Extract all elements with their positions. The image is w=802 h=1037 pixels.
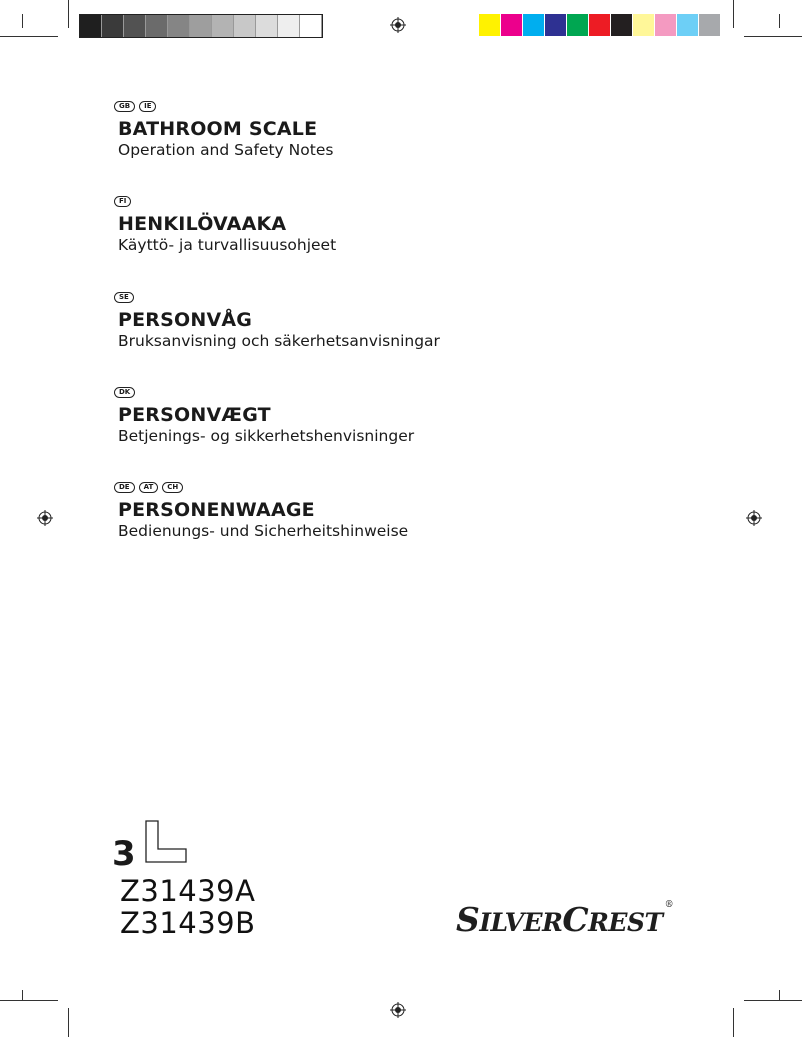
- section-de: [118, 482, 408, 540]
- section-subtitle: Betjenings- og sikkerhetshenvisninger: [118, 427, 415, 445]
- crop-mark: [733, 1008, 734, 1037]
- color-swatch: [523, 14, 545, 36]
- color-swatch: [124, 15, 146, 37]
- language-badges: [114, 482, 408, 493]
- color-swatch: [589, 14, 611, 36]
- crop-mark: [733, 0, 734, 28]
- color-swatch: [212, 15, 234, 37]
- model-number: Z31439A: [120, 874, 256, 908]
- grayscale-calibration-bar: [79, 14, 323, 38]
- section-subtitle: Bedienungs- und Sicherheitshinweise: [118, 522, 409, 540]
- language-badges: [114, 292, 440, 303]
- color-swatch: [80, 15, 102, 37]
- crop-mark: [22, 14, 23, 28]
- country-badge: IE: [139, 101, 156, 112]
- registration-mark-icon: [746, 510, 762, 526]
- country-badge: SE: [114, 292, 134, 303]
- color-swatch: [633, 14, 655, 36]
- country-badge: CH: [162, 482, 183, 493]
- color-swatch: [234, 15, 256, 37]
- crop-mark: [0, 1000, 58, 1001]
- section-subtitle: Bruksanvisning och säkerhetsanvisningar: [118, 332, 440, 350]
- language-badges: [114, 387, 414, 398]
- crop-mark: [744, 1000, 802, 1001]
- country-badge: FI: [114, 196, 131, 207]
- color-swatch: [611, 14, 633, 36]
- color-swatch: [677, 14, 699, 36]
- crop-mark: [68, 1008, 69, 1037]
- crop-mark: [779, 990, 780, 1000]
- model-number: Z31439B: [120, 906, 256, 940]
- crop-mark: [22, 990, 23, 1000]
- trademark-symbol: ®: [664, 900, 674, 910]
- country-badge: DE: [114, 482, 135, 493]
- section-dk: [118, 387, 414, 445]
- color-swatch: [300, 15, 322, 37]
- section-fi: [118, 196, 336, 254]
- section-se: [118, 292, 440, 350]
- crop-mark: [779, 14, 780, 28]
- registration-mark-icon: [37, 510, 53, 526]
- color-swatch: [567, 14, 589, 36]
- color-swatch: [190, 15, 212, 37]
- crop-mark: [0, 36, 58, 37]
- color-swatch: [168, 15, 190, 37]
- crop-mark: [68, 0, 69, 28]
- section-title: BATHROOM SCALE: [118, 118, 318, 140]
- section-subtitle: Käyttö- ja turvallisuusohjeet: [118, 236, 337, 254]
- country-badge: GB: [114, 101, 135, 112]
- section-title: PERSONVÅG: [118, 309, 253, 331]
- color-swatch: [655, 14, 677, 36]
- registration-mark-icon: [390, 1002, 406, 1018]
- warranty-icon: [143, 819, 189, 865]
- color-swatch: [479, 14, 501, 36]
- section-subtitle: Operation and Safety Notes: [118, 141, 334, 159]
- country-badge: AT: [139, 482, 159, 493]
- color-swatch: [256, 15, 278, 37]
- color-swatch: [501, 14, 523, 36]
- section-title: PERSONVÆGT: [118, 404, 271, 426]
- color-swatch: [699, 14, 721, 36]
- section-gb: [118, 101, 333, 159]
- section-title: PERSONENWAAGE: [118, 499, 315, 521]
- silvercrest-logo: SILVERCREST®: [456, 900, 674, 939]
- country-badge: DK: [114, 387, 135, 398]
- warranty-years: 3: [112, 834, 136, 874]
- color-swatch: [146, 15, 168, 37]
- color-swatch: [545, 14, 567, 36]
- crop-mark: [744, 36, 802, 37]
- language-badges: [114, 196, 336, 207]
- color-calibration-bar: [479, 14, 721, 36]
- section-title: HENKILÖVAAKA: [118, 213, 287, 235]
- color-swatch: [102, 15, 124, 37]
- color-swatch: [278, 15, 300, 37]
- language-badges: [114, 101, 333, 112]
- registration-mark-icon: [390, 17, 406, 33]
